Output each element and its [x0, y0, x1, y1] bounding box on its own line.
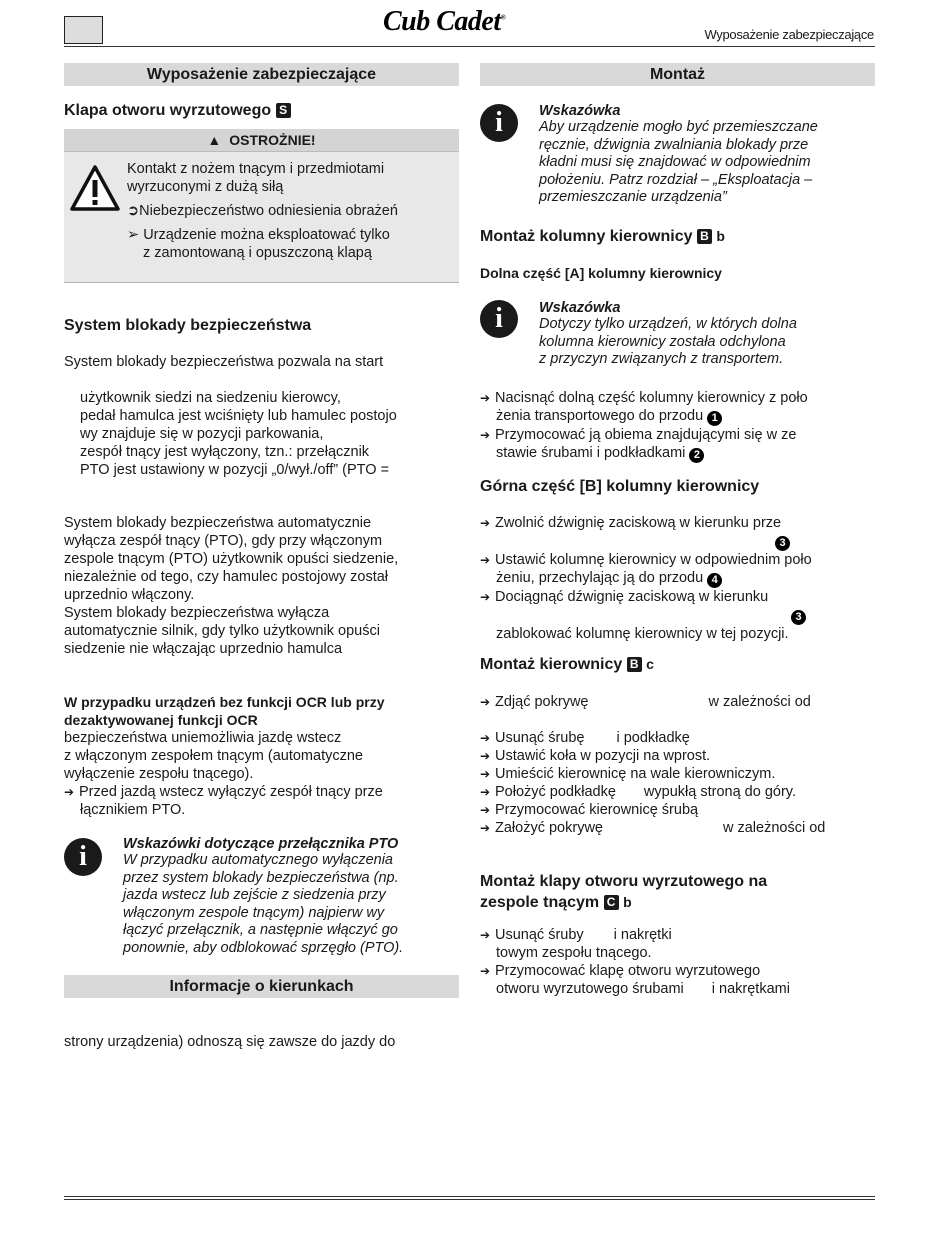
list-item: ➔ Założyć pokrywę w zależności od [480, 820, 826, 836]
arrow-right-icon: ➔ [480, 749, 491, 763]
caution-action: ➢ Urządzenie można eksploatować tylko [127, 227, 390, 243]
caution-danger: ➲Niebezpieczeństwo odniesienia obrażeń [127, 203, 398, 219]
steering-wheel-steps [480, 693, 875, 837]
arrow-right-icon: ➔ [480, 695, 491, 709]
arrow-right-icon: ➔ [480, 821, 491, 835]
step-number: 4 [707, 573, 722, 588]
step-number: 1 [707, 411, 722, 426]
list-item: ➔ Położyć podkładkę wypukłą stroną do góry. [480, 784, 796, 800]
caution-line: wyrzuconymi z dużą siłą [127, 179, 284, 195]
running-title: Wyposażenie zabezpieczające [704, 27, 874, 42]
warning-triangle-icon [70, 165, 120, 211]
list-item: ➔ Ustawić kolumnę kierownicy w odpowiednim poło [480, 552, 812, 568]
list-item: ➔ Dociągnąć dźwignię zaciskową w kierunku [480, 589, 769, 605]
arrow-right-icon: ➔ [480, 803, 491, 817]
figure-badge: C [604, 895, 619, 910]
step-number: 3 [775, 536, 790, 551]
list-item: ➔ Zwolnić dźwignię zaciskową w kierunku prze [480, 515, 782, 531]
arrow-right-icon: ➔ [480, 731, 491, 745]
step-number: 3 [791, 610, 806, 625]
footer-rule [64, 1199, 875, 1200]
flap-assembly-steps: ➔ Usunąć śruby i nakrętki towym zespołu tnącego. ➔ Przymocować klapę otworu wyrzutowego otworu wyrzutowego śrubami i nakrętkami [480, 927, 790, 997]
heading-upper-column: Górna część [B] kolumny kierownicy [480, 478, 760, 495]
list-item: ➔ Ustawić koła w pozycji na wprost. [480, 748, 711, 764]
ocr-heading: W przypadku urządzeń bez funkcji OCR lub przy dezaktywowanej funkcji OCR [64, 694, 385, 728]
interlock-conditions: użytkownik siedzi na siedzeniu kierowcy, pedał hamulca jest wciśnięty lub hamulec postojo wy znajduje się w pozycji parkowania, zespół tnący jest wyłączony, tzn.: przełącznik PTO jest ustawiony w pozycji „0/wył./off” (PTO = [80, 390, 397, 478]
arrow-right-icon: ➔ [480, 516, 491, 530]
upper-column-steps: ➔ Zwolnić dźwignię zaciskową w kierunku prze 3 ➔ Ustawić kolumnę kierownicy w odpowiednim poło żeniu, przechylając ją do przodu 4 ➔ Dociągnąć dźwignię zaciskową w kierunku 3 zablokować kolumnę kierownicy w tej pozycji. [480, 515, 812, 642]
section-title-safety: Wyposażenie zabezpieczające [64, 63, 459, 86]
list-item: ➔ Przymocować kierownicę śrubą [480, 802, 699, 818]
info-icon: i [64, 838, 102, 876]
arrow-right-icon: ➔ [480, 964, 491, 978]
info-icon: i [480, 104, 518, 142]
lower-column-steps: ➔ Nacisnąć dolną część kolumny kierownicy z poło żenia transportowego do przodu 1 ➔ Przymocować ją obiema znajdującymi się w ze stawie śrubami i podkładkami 2 [480, 390, 808, 461]
list-item: ➔ Przymocować ją obiema znajdującymi się w ze [480, 427, 797, 443]
chevron-right-icon: ➢ [127, 227, 144, 243]
caution-header: ▲ OSTROŻNIE! [64, 129, 459, 152]
arrow-right-icon: ➔ [480, 391, 491, 405]
figure-badge: S [276, 103, 291, 118]
figure-badge: B [627, 657, 642, 672]
cub-cadet-logo: Cub Cadet® [383, 6, 506, 37]
list-item: ➔ Umieścić kierownicę na wale kierowniczym. [480, 766, 776, 782]
arrow-right-icon: ➔ [480, 928, 491, 942]
arrow-right-icon: ➔ [64, 785, 75, 799]
list-item: ➔ Usunąć śrubę i podkładkę [480, 730, 690, 746]
arrow-right-icon: ➔ [480, 553, 491, 567]
heading-lower-column: Dolna część [A] kolumny kierownicy [480, 265, 722, 281]
arrow-right-icon: ➔ [480, 428, 491, 442]
interlock-intro: System blokady bezpieczeństwa pozwala na start [64, 354, 384, 370]
caution-box: ▲ OSTROŻNIE! Kontakt z nożem tnącym i przedmiotami wyrzuconymi z dużą siłą ➲Niebezpieczeństwo odniesienia obrażeń ➢ Urządzenie można eksploatować tylko z zamontowaną i opuszczoną klapą [64, 129, 459, 283]
list-item: ➔ Przymocować klapę otworu wyrzutowego [480, 963, 761, 979]
heading-steering-column: Montaż kolumny kierownicy B b [480, 228, 725, 245]
danger-arrow-icon: ➲ [127, 203, 140, 219]
pto-note: Wskazówki dotyczące przełącznika PTO W przypadku automatycznego wyłączenia przez system blokady bezpieczeństwa (np. jazda wstecz lub zejście z siedzenia przy włączonym zespole tnącym) najpierw wy łączyć przełącznik, a następnie włączyć go ponownie, aby odblokować sprzęgło (PTO). [123, 836, 404, 956]
interlock-paragraph: System blokady bezpieczeństwa automatycznie wyłącza zespół tnący (PTO), gdy przy włączonym zespole tnącym (PTO) użytkownik opuści siedzenie, niezależnie od tego, czy hamulec postojowy został uprzednio włączony. System blokady bezpieczeństwa wyłącza automatycznie silnik, gdy tylko użytkownik opuści siedzenie nie włączając uprzednio hamulca [64, 515, 399, 657]
heading-steering-wheel: Montaż kierownicy B c [480, 656, 654, 673]
caution-line: Kontakt z nożem tnącym i przedmiotami [127, 161, 385, 177]
note-transport: Wskazówka Aby urządzenie mogło być przemieszczane ręcznie, dźwignia zwalniania blokady prze kładni musi się znajdować w odpowiednim położeniu. Patrz rozdział – „Eksploatacja – przemieszczanie urządzenia” [539, 103, 818, 205]
heading-discharge-flap: Klapa otworu wyrzutowego S [64, 102, 291, 120]
arrow-right-icon: ➔ [480, 590, 491, 604]
note-lower-column: Wskazówka Dotyczy tylko urządzeń, w których dolna kolumna kierownicy została odchylona z przyczyn związanych z transportem. [539, 300, 797, 367]
footer-rule [64, 1196, 875, 1197]
header-rule [64, 46, 875, 47]
list-item: ➔ Nacisnąć dolną część kolumny kierownicy z poło [480, 390, 808, 406]
warning-icon: ▲ [207, 132, 222, 148]
directions-text: strony urządzenia) odnoszą się zawsze do jazdy do [64, 1034, 396, 1050]
section-title-directions: Informacje o kierunkach [64, 975, 459, 998]
figure-badge: B [697, 229, 712, 244]
list-item: ➔ Usunąć śruby i nakrętki [480, 927, 672, 943]
info-icon: i [480, 300, 518, 338]
list-item: ➔ Zdjąć pokrywę w zależności od [480, 694, 811, 710]
list-item: ➔ Przed jazdą wstecz wyłączyć zespół tnący prze [64, 784, 383, 800]
ocr-paragraph: bezpieczeństwa uniemożliwia jazdę wstecz z włączonym zespołem tnącym (automatyczne wyłączenie zespołu tnącego). ➔ Przed jazdą wstecz wyłączyć zespół tnący prze łącznikiem PTO. [64, 730, 383, 818]
section-title-assembly: Montaż [480, 63, 875, 86]
heading-interlock-system: System blokady bezpieczeństwa [64, 317, 312, 334]
arrow-right-icon: ➔ [480, 767, 491, 781]
step-number: 2 [689, 448, 704, 463]
arrow-right-icon: ➔ [480, 785, 491, 799]
heading-flap-assembly: Montaż klapy otworu wyrzutowego na zespole tnącym C b [480, 873, 768, 911]
page-number-box [64, 16, 103, 44]
